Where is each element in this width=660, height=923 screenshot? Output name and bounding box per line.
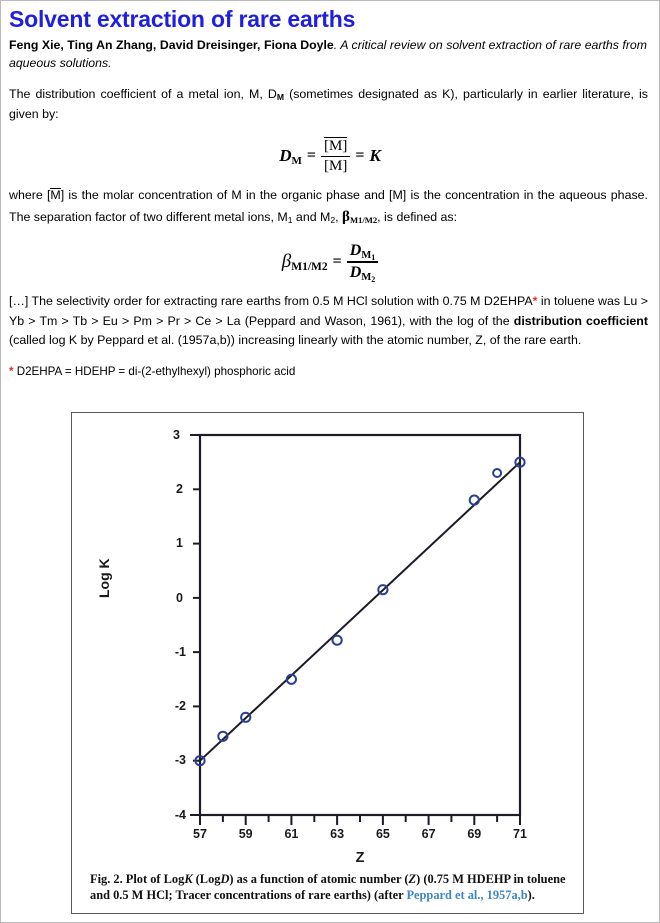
x-axis-ticks [200,815,520,825]
para3-text-c: (called log K by Peppard et al. (1957a,b)) increasing linearly with the atomic number, Z, of the rare earth. [9,333,582,348]
para1-text-b: (sometimes designated as K), particularly in earlier literature, is given by: [9,87,648,121]
caption-end: ). [527,888,535,903]
para2-sub-2: 2 [330,214,336,225]
authors-names: Feng Xie, Ting An Zhang, David Dreisinger, Fiona Doyle [9,37,334,52]
y-tick-label-1: 1 [176,536,183,550]
para2-text-b: ] is the molar concentration of M in the organic phase and [M] is the concentration in the aqueous phase. The separation factor of two different metal ions, M [9,188,648,224]
paragraph-distribution-coefficient [9,85,651,124]
x-tick-label-67: 67 [421,827,436,841]
data-point [493,469,501,477]
para2-text-d: , is defined as: [377,209,458,224]
figure-container [71,412,584,914]
log-k-vs-z-scatter-chart [72,413,585,833]
article-subtitle: . A critical review on solvent extraction of rare earths from aqueous solutions. [9,37,648,70]
x-tick-label-61: 61 [284,827,299,841]
y-tick-label-2: 2 [176,482,183,496]
asterisk-marker: * [532,294,538,309]
equation2-fraction [347,242,378,284]
y-axis-ticks [190,435,200,815]
caption-symbol-z: Z [408,872,417,886]
para3-bold-term: distribution coefficient [513,313,649,328]
x-tick-label-57: 57 [193,827,207,841]
equation1-fraction [321,137,350,175]
x-tick-label-63: 63 [330,827,345,841]
equation1-rhs: K [369,146,381,166]
equation1-equals: = [306,147,316,165]
equation-distribution-coefficient [9,137,651,175]
caption-part4: ) (0.75 M HDEHP in toluene and 0.5 M HCl; Tracer concentrations of rare earths) (after [90,872,566,903]
para1-text-a: The distribution coefficient of a metal ion, M, D [9,87,277,102]
footnote-text: D2EHPA = HDEHP = di-(2-ethylhexyl) phosphoric acid [13,365,296,379]
equation2-numerator: $D_{M_1}$ [349,242,376,263]
footnote-d2ehpa [9,364,651,380]
x-axis-label: Z [355,850,365,866]
y-axis-label: Log K [96,558,112,598]
caption-symbol-d: D [220,872,230,886]
data-point [470,496,479,505]
x-tick-label-71: 71 [513,827,527,841]
equation2-equals: = [332,252,342,270]
equation-separation-factor [9,242,651,284]
footnote-asterisk: * [9,365,14,379]
x-tick-label-65: 65 [375,827,390,841]
caption-citation-link[interactable]: Peppard et al., 1957a,b [406,888,528,903]
chart-plot-area [72,413,585,841]
y-tick-label-3: 3 [173,428,180,442]
page-content [9,7,651,916]
caption-part1: Plot of Log [122,872,185,886]
para2-beta-symbol: $\beta_{M1/M2}$ [342,208,378,225]
para2-overline-m: M [50,188,61,203]
authors-line [9,37,651,73]
equation1-numerator: [M] [324,138,348,155]
para2-text-c: and M [292,209,331,224]
paragraph-selectivity-order [9,292,651,350]
y-tick-label-neg1: -1 [174,645,186,659]
caption-label: Fig. 2. [90,872,123,886]
caption-part2: (Log [192,872,221,886]
equation1-lhs: $D_M$ [279,146,302,168]
para1-subscript: M [276,92,284,103]
y-tick-label-0: 0 [176,591,183,605]
plot-frame [200,435,520,815]
equation2-denominator: $D_{M_2}$ [349,263,376,284]
x-tick-label-59: 59 [238,827,253,841]
x-tick-label-69: 69 [467,827,482,841]
equation1-equals-2: = [355,147,365,165]
trend-line [200,462,520,761]
caption-part3: ) as a function of atomic number ( [229,872,409,886]
para3-text-b: in toluene was Lu > Yb > Tm > Tb > Eu > Pm > Pr > Ce > La (Peppard and Wason, 1961), with the log of the [9,294,649,328]
equation2-lhs: $\beta_{M1/M2}$ [281,250,328,273]
caption-symbol-k: K [184,872,193,886]
para2-sub-1: 1 [287,214,293,225]
y-tick-label-neg4: -4 [174,808,186,822]
figure-caption [90,871,571,904]
y-tick-label-neg3: -3 [174,753,186,767]
y-tick-label-neg2: -2 [174,699,186,713]
data-point [333,636,342,645]
page-title: Solvent extraction of rare earths [9,6,356,32]
para3-text-a: […] The selectivity order for extracting rare earths from 0.5 M HCl solution with 0.75 M D2EHPA [9,294,533,309]
para2-text-a: where [ [9,188,51,203]
equation1-denominator: [M] [324,158,348,175]
paragraph-separation-factor: where [M] is the molar concentration of M in the organic phase and [M] is the concentration in the aqueous phase. The separation factor of two different metal ions, $M_1$ and $M_2$, $\beta_{M1/M2}$, is defined as: [9,188,648,225]
